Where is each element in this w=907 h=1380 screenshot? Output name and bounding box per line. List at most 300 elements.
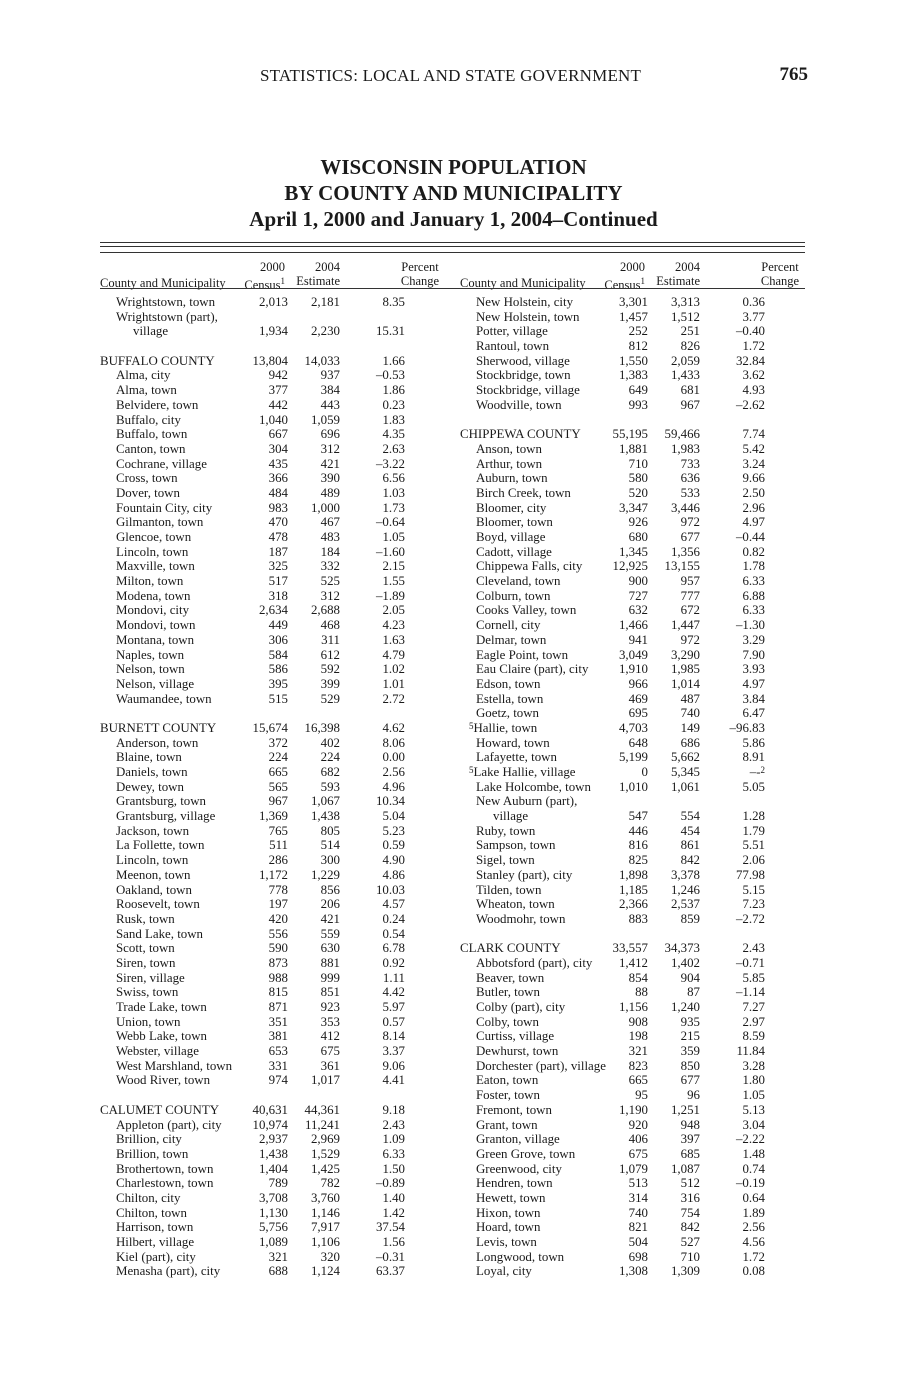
header-rule — [100, 252, 805, 253]
table-row — [100, 765, 450, 780]
table-title-line-2: BY COUNTY AND MUNICIPALITY — [284, 181, 623, 205]
table-row — [460, 1206, 810, 1221]
table-row — [460, 985, 810, 1000]
municipality-name: Siren, town — [116, 955, 176, 970]
municipality-name: CLARK COUNTY — [460, 941, 561, 956]
municipality-name: Union, town — [116, 1014, 181, 1029]
county-row — [100, 721, 450, 736]
municipality-name: Colby, town — [476, 1014, 539, 1029]
percent-change-value: 5.42 — [742, 441, 765, 456]
estimate-value: 1,146 — [310, 1205, 340, 1220]
municipality-name: Stockbridge, town — [476, 368, 571, 383]
table-row — [100, 486, 450, 501]
municipality-name: Hoard, town — [476, 1220, 541, 1235]
percent-change-value: 6.56 — [382, 471, 405, 486]
header-census: 2000 Census$^1$ — [244, 260, 285, 293]
census-value: 517 — [268, 574, 288, 589]
municipality-name: Meenon, town — [116, 867, 191, 882]
percent-change-value: 5.23 — [382, 823, 405, 838]
census-value: 372 — [268, 735, 288, 750]
municipality-name: Curtiss, village — [476, 1029, 555, 1044]
census-value: 3,708 — [258, 1190, 288, 1205]
census-value: 941 — [628, 632, 648, 647]
estimate-value: 967 — [680, 397, 700, 412]
municipality-name: Dewey, town — [116, 779, 184, 794]
municipality-name: Brillion, city — [116, 1132, 182, 1147]
municipality-name: Tilden, town — [476, 882, 542, 897]
municipality-name: New Auburn (part), — [476, 794, 578, 809]
municipality-name: Lake Holcombe, town — [476, 779, 591, 794]
census-value: 33,557 — [612, 941, 648, 956]
percent-change-value: 0.36 — [742, 295, 765, 309]
table-row — [460, 295, 810, 310]
table-row — [460, 1088, 810, 1103]
table-row — [100, 736, 450, 751]
estimate-value: 1,087 — [670, 1161, 700, 1176]
row-spacer — [100, 339, 450, 354]
table-row — [100, 956, 450, 971]
header-percent-change: Percent Change — [760, 260, 800, 288]
municipality-name: Greenwood, city — [476, 1161, 562, 1176]
estimate-value: 44,361 — [304, 1102, 340, 1117]
census-value: 1,040 — [258, 412, 288, 427]
estimate-value: 483 — [320, 530, 340, 544]
table-row — [460, 706, 810, 721]
municipality-name: Dorchester (part), village — [476, 1058, 606, 1073]
estimate-value: 489 — [320, 485, 340, 500]
municipality-name: Boyd, village — [476, 530, 546, 544]
estimate-value: 1,425 — [310, 1161, 340, 1176]
percent-change-value: 8.14 — [382, 1029, 405, 1044]
percent-change-value: 4.96 — [382, 779, 405, 794]
table-row — [100, 471, 450, 486]
table-row — [460, 545, 810, 560]
census-value: 2,634 — [258, 603, 288, 618]
estimate-value: 1,240 — [670, 1000, 700, 1014]
table-row — [460, 324, 810, 339]
municipality-name: Beaver, town — [476, 970, 545, 985]
table-row — [100, 853, 450, 868]
municipality-name: Trade Lake, town — [116, 1000, 207, 1014]
estimate-value: 2,059 — [670, 353, 700, 368]
estimate-value: 851 — [320, 985, 340, 1000]
header-estimate: 2004 Estimate — [656, 260, 700, 288]
estimate-value: 7,917 — [310, 1220, 340, 1235]
census-value: 306 — [268, 632, 288, 647]
table-row — [100, 1235, 450, 1250]
census-value: 3,347 — [618, 500, 648, 515]
municipality-name: Maxville, town — [116, 559, 195, 574]
table-row — [100, 618, 450, 633]
municipality-name: Delmar, town — [476, 632, 547, 647]
table-title-line-1: WISCONSIN POPULATION — [320, 155, 587, 179]
census-value: 88 — [635, 985, 648, 1000]
percent-change-value: –0.40 — [735, 324, 765, 339]
estimate-value: 3,446 — [670, 500, 700, 515]
municipality-name: Belvidere, town — [116, 397, 199, 412]
table-row — [100, 1000, 450, 1015]
estimate-value: 1,067 — [310, 794, 340, 809]
percent-change-value: 11.84 — [736, 1044, 765, 1059]
municipality-name: Eaton, town — [476, 1073, 539, 1088]
table-row — [100, 603, 450, 618]
census-value: 377 — [268, 383, 288, 398]
table-row — [460, 956, 810, 971]
estimate-value: 359 — [680, 1044, 700, 1059]
percent-change-value: –1.89 — [375, 588, 405, 603]
municipality-name: Menasha (part), city — [116, 1264, 221, 1279]
table-row — [100, 427, 450, 442]
census-value: 15,674 — [252, 720, 288, 735]
municipality-name: Eagle Point, town — [476, 647, 569, 662]
municipality-name: Kiel (part), city — [116, 1249, 196, 1264]
table-row — [100, 1206, 450, 1221]
estimate-value: 856 — [320, 882, 340, 897]
estimate-value: 859 — [680, 911, 700, 926]
percent-change-value: 5.85 — [742, 970, 765, 985]
table-row — [100, 1191, 450, 1206]
municipality-name: Lafayette, town — [476, 750, 557, 765]
table-row — [100, 457, 450, 472]
estimate-value: 1,356 — [670, 544, 700, 559]
municipality-name: Bloomer, town — [476, 515, 553, 530]
percent-change-value: 0.82 — [742, 544, 765, 559]
municipality-name: Potter, village — [476, 324, 548, 339]
municipality-name: Hendren, town — [476, 1176, 553, 1191]
percent-change-value: 2.15 — [382, 559, 405, 574]
percent-change-value: 0.74 — [742, 1161, 765, 1176]
estimate-value: 733 — [680, 456, 700, 471]
census-value: 1,345 — [618, 544, 648, 559]
table-row — [100, 1147, 450, 1162]
estimate-value: 384 — [320, 383, 340, 398]
estimate-value: 514 — [320, 838, 340, 853]
municipality-name: Grantsburg, village — [116, 809, 216, 824]
table-row — [460, 442, 810, 457]
census-value: 1,910 — [618, 662, 648, 677]
estimate-value: 1,512 — [670, 309, 700, 324]
percent-change-value: 63.37 — [375, 1264, 405, 1279]
percent-change-value: 9.18 — [382, 1102, 405, 1117]
percent-change-value: 6.47 — [742, 706, 765, 721]
estimate-value: 312 — [320, 588, 340, 603]
census-value: 966 — [628, 676, 648, 691]
estimate-value: 754 — [680, 1205, 700, 1220]
table-row — [460, 1235, 810, 1250]
census-value: 187 — [268, 544, 288, 559]
percent-change-value: 2.96 — [742, 500, 765, 515]
estimate-value: 454 — [680, 823, 700, 838]
estimate-value: 87 — [687, 985, 700, 1000]
estimate-value: 1,983 — [670, 441, 700, 456]
left-rows — [100, 295, 450, 1279]
municipality-name: Hewett, town — [476, 1190, 546, 1205]
right-column-header — [460, 260, 810, 293]
census-value: 314 — [628, 1190, 648, 1205]
census-value: 2,366 — [618, 897, 648, 912]
percent-change-value: 0.23 — [382, 397, 405, 412]
table-row — [100, 1118, 450, 1133]
percent-change-value: 8.91 — [742, 750, 765, 765]
census-value: 5,756 — [258, 1220, 288, 1235]
census-value: 695 — [628, 706, 648, 721]
estimate-value: 311 — [321, 632, 340, 647]
municipality-name: Cleveland, town — [476, 574, 561, 589]
row-spacer — [460, 927, 810, 942]
census-value: 442 — [268, 397, 288, 412]
percent-change-value: 1.63 — [382, 632, 405, 647]
percent-change-value: 1.73 — [382, 500, 405, 515]
table-row — [100, 501, 450, 516]
estimate-value: 16,398 — [304, 720, 340, 735]
percent-change-value: 6.33 — [382, 1146, 405, 1161]
census-value: 478 — [268, 530, 288, 544]
municipality-name: Blaine, town — [116, 750, 182, 765]
table-row — [100, 398, 450, 413]
census-value: 40,631 — [252, 1102, 288, 1117]
table-row — [460, 736, 810, 751]
census-value: 1,089 — [258, 1235, 288, 1249]
percent-change-value: 10.03 — [375, 882, 405, 897]
header-census: 2000 Census$^1$ — [604, 260, 645, 293]
municipality-name: Alma, city — [116, 368, 171, 383]
table-row — [100, 883, 450, 898]
municipality-name: Lincoln, town — [116, 853, 189, 868]
estimate-value: 636 — [680, 471, 700, 486]
census-value: 727 — [628, 588, 648, 603]
percent-change-value: –0.89 — [375, 1176, 405, 1191]
municipality-name: Woodmohr, town — [476, 911, 566, 926]
census-value: 815 — [268, 985, 288, 1000]
estimate-value: 412 — [320, 1029, 340, 1044]
estimate-value: 3,760 — [310, 1190, 340, 1205]
table-row — [460, 692, 810, 707]
table-row — [100, 368, 450, 383]
percent-change-value: 1.72 — [742, 1249, 765, 1264]
census-value: 765 — [268, 823, 288, 838]
municipality-name: Jackson, town — [116, 823, 190, 838]
percent-change-value: 32.84 — [735, 353, 765, 368]
percent-change-value: 2.43 — [382, 1117, 405, 1132]
table-row — [460, 471, 810, 486]
estimate-value: 957 — [680, 574, 700, 589]
table-row — [460, 971, 810, 986]
census-value: 665 — [628, 1073, 648, 1088]
estimate-value: 1,124 — [310, 1264, 340, 1279]
percent-change-value: 5.51 — [742, 838, 765, 853]
estimate-value: 468 — [320, 618, 340, 633]
census-value: 854 — [628, 970, 648, 985]
percent-change-value: 0.08 — [742, 1264, 765, 1279]
percent-change-value: –96.83 — [729, 720, 765, 735]
estimate-value: 184 — [320, 544, 340, 559]
percent-change-value: 3.04 — [742, 1117, 765, 1132]
table-row — [100, 1220, 450, 1235]
municipality-name: Chilton, city — [116, 1190, 181, 1205]
estimate-value: 59,466 — [664, 427, 700, 442]
percent-change-value: 9.06 — [382, 1058, 405, 1073]
table-row — [460, 1162, 810, 1177]
municipality-name: Cross, town — [116, 471, 178, 486]
municipality-name: Colburn, town — [476, 588, 551, 603]
table-row — [460, 1000, 810, 1015]
census-value: 1,898 — [618, 867, 648, 882]
percent-change-value: 2.50 — [742, 485, 765, 500]
municipality-name: Naples, town — [116, 647, 185, 662]
census-value: 816 — [628, 838, 648, 853]
census-value: 3,049 — [618, 647, 648, 662]
estimate-value: 487 — [680, 691, 700, 706]
table-row — [100, 1132, 450, 1147]
table-row — [460, 574, 810, 589]
estimate-value: 999 — [320, 970, 340, 985]
table-row — [460, 662, 810, 677]
census-value: 1,466 — [618, 618, 648, 633]
municipality-name: $^5$Lake Hallie, village — [469, 765, 576, 779]
census-value: 680 — [628, 530, 648, 544]
percent-change-value: 37.54 — [375, 1220, 405, 1235]
percent-change-value: 1.56 — [382, 1235, 405, 1249]
census-value: 584 — [268, 647, 288, 662]
estimate-value: 332 — [320, 559, 340, 574]
estimate-value: 533 — [680, 485, 700, 500]
census-value: 318 — [268, 588, 288, 603]
municipality-name: Cornell, city — [476, 618, 541, 633]
estimate-value: 402 — [320, 735, 340, 750]
municipality-name: Colby (part), city — [476, 1000, 566, 1014]
table-row — [100, 985, 450, 1000]
census-value: 4,703 — [618, 720, 648, 735]
census-value: 648 — [628, 735, 648, 750]
percent-change-value: 4.97 — [742, 676, 765, 691]
estimate-value: 512 — [680, 1176, 700, 1191]
estimate-value: 251 — [680, 324, 700, 339]
percent-change-value: 2.06 — [742, 853, 765, 868]
table-row — [460, 750, 810, 765]
percent-change-value: –0.71 — [735, 955, 765, 970]
percent-change-value: 1.55 — [382, 574, 405, 589]
estimate-value: 935 — [680, 1014, 700, 1029]
estimate-value: 1,447 — [670, 618, 700, 633]
census-value: 1,457 — [618, 309, 648, 324]
census-value: 1,383 — [618, 368, 648, 383]
census-value: 435 — [268, 456, 288, 471]
header-percent-change: Percent Change — [400, 260, 440, 288]
municipality-name: Stockbridge, village — [476, 383, 580, 398]
percent-change-value: 4.62 — [382, 720, 405, 735]
municipality-name: Oakland, town — [116, 882, 192, 897]
estimate-value: 2,688 — [310, 603, 340, 618]
estimate-value: 1,014 — [670, 676, 700, 691]
estimate-value: 881 — [320, 955, 340, 970]
estimate-value: 529 — [320, 691, 340, 706]
estimate-value: 1,017 — [310, 1073, 340, 1088]
estimate-value: 96 — [687, 1088, 700, 1103]
municipality-name: Daniels, town — [116, 765, 188, 779]
estimate-value: 215 — [680, 1029, 700, 1044]
estimate-value: 612 — [320, 647, 340, 662]
municipality-name: Alma, town — [116, 383, 177, 398]
table-row — [460, 1176, 810, 1191]
census-value: 1,369 — [258, 809, 288, 824]
municipality-name: Wrightstown, town — [116, 295, 216, 309]
table-row — [460, 618, 810, 633]
census-value: 883 — [628, 911, 648, 926]
table-row — [460, 1250, 810, 1265]
estimate-value: 11,241 — [305, 1117, 340, 1132]
percent-change-value: –0.64 — [375, 515, 405, 530]
census-value: 325 — [268, 559, 288, 574]
municipality-name: village — [493, 809, 529, 824]
table-row — [460, 853, 810, 868]
census-value: 520 — [628, 485, 648, 500]
table-row — [460, 589, 810, 604]
estimate-value: 904 — [680, 970, 700, 985]
percent-change-value: 2.56 — [382, 765, 405, 779]
estimate-value: 312 — [320, 441, 340, 456]
municipality-name: New Holstein, city — [476, 295, 574, 309]
census-value: 825 — [628, 853, 648, 868]
municipality-name: Chilton, town — [116, 1205, 187, 1220]
municipality-name: Webster, village — [116, 1044, 199, 1059]
census-value: 449 — [268, 618, 288, 633]
table-row — [460, 1073, 810, 1088]
table-title-line-3: April 1, 2000 and January 1, 2004–Continued — [249, 207, 658, 231]
municipality-name: Cooks Valley, town — [476, 603, 577, 618]
estimate-value: 3,290 — [670, 647, 700, 662]
municipality-name: Brothertown, town — [116, 1161, 214, 1176]
estimate-value: 1,985 — [670, 662, 700, 677]
percent-change-value: –1.30 — [735, 618, 765, 633]
municipality-name: La Follette, town — [116, 838, 205, 853]
estimate-value: 1,433 — [670, 368, 700, 383]
municipality-name: Grantsburg, town — [116, 794, 206, 809]
municipality-name: Levis, town — [476, 1235, 537, 1249]
table-row — [100, 324, 450, 339]
header-estimate: 2004 Estimate — [296, 260, 340, 288]
census-value: 304 — [268, 441, 288, 456]
municipality-name: Swiss, town — [116, 985, 179, 1000]
percent-change-value: 2.63 — [382, 441, 405, 456]
percent-change-value: –1.60 — [375, 544, 405, 559]
table-row — [460, 897, 810, 912]
percent-change-value: 1.42 — [382, 1205, 405, 1220]
estimate-value: 972 — [680, 515, 700, 530]
table-row — [460, 339, 810, 354]
percent-change-value: 4.57 — [382, 897, 405, 912]
percent-change-value: 4.56 — [742, 1235, 765, 1249]
estimate-value: 3,313 — [670, 295, 700, 309]
percent-change-value: –0.44 — [735, 530, 765, 544]
municipality-name: Siren, village — [116, 970, 185, 985]
estimate-value: 1,402 — [670, 955, 700, 970]
estimate-value: 224 — [320, 750, 340, 765]
census-value: 198 — [628, 1029, 648, 1044]
census-value: 286 — [268, 853, 288, 868]
municipality-name: Brillion, town — [116, 1146, 189, 1161]
table-row — [100, 1044, 450, 1059]
municipality-name: Granton, village — [476, 1132, 560, 1147]
estimate-value: 527 — [680, 1235, 700, 1249]
municipality-name: $^5$Hallie, town — [469, 720, 538, 735]
right-rows — [460, 295, 810, 1279]
municipality-name: Anderson, town — [116, 735, 199, 750]
running-head-title: STATISTICS: LOCAL AND STATE GOVERNMENT — [260, 66, 642, 85]
percent-change-value: 1.40 — [382, 1190, 405, 1205]
table-row — [460, 486, 810, 501]
row-spacer — [100, 1088, 450, 1103]
estimate-value: 672 — [680, 603, 700, 618]
